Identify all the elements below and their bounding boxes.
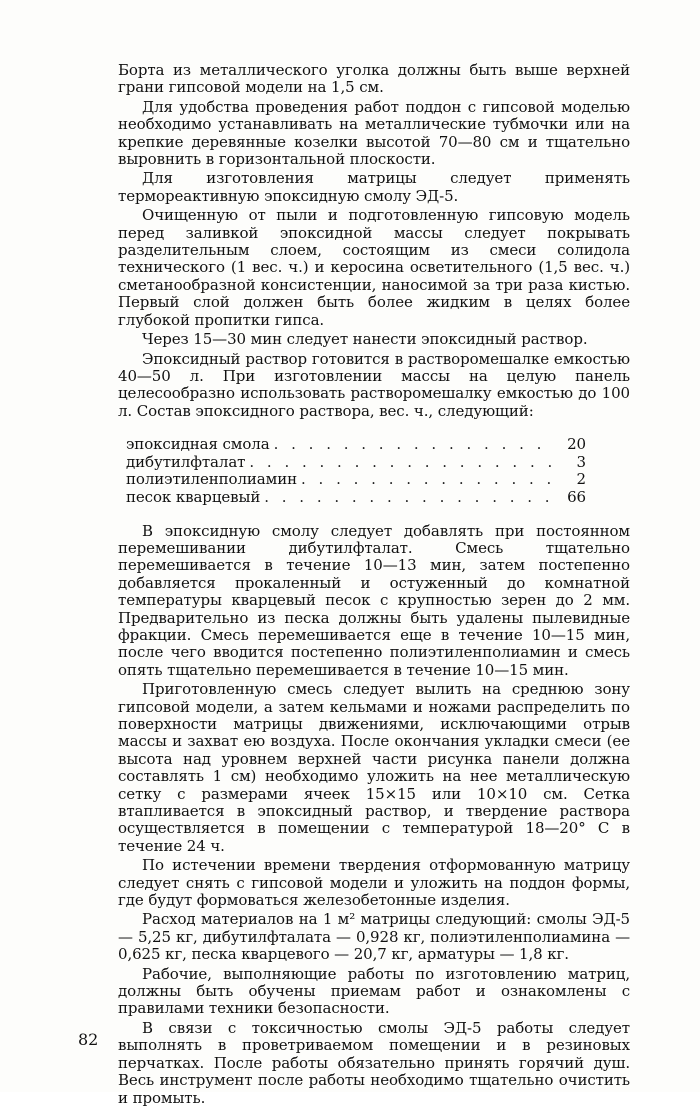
composition-row <box>126 471 586 489</box>
paragraph: Расход материалов на 1 м² матрицы следующий: смолы ЭД-5 — 5,25 кг, дибутилфталата — 0,928 кг, полиэтиленполиамина — 0,625 кг, песка кварцевого — 20,7 кг, арматуры — 1,8 кг. <box>118 910 630 964</box>
component-value: 20 <box>567 436 586 454</box>
paragraph: В эпоксидную смолу следует добавлять при постоянном перемешивании дибутилфталат. Смесь тщательно перемешивается в течение 10—13 мин, затем постепенно добавляется прокаленный и остуженный до комнатной температуры кварцевый песок с крупностью зерен до 2 мм. Предварительно из песка должны быть удалены пылевидные фракции. Смесь перемешивается еще в течение 10—15 мин, после чего вводится постепенно полиэтиленполиамин и смесь опять тщательно перемешивается в течение 10—15 мин. <box>118 521 630 679</box>
paragraph: Эпоксидный раствор готовится в растворомешалке емкостью 40—50 л. При изготовлении массы на целую панель целесообразно использовать растворомешалку емкостью до 100 л. Состав эпоксидного раствора, вес. ч., следующий: <box>118 349 630 420</box>
page-number: 82 <box>78 1030 99 1049</box>
dot-leader <box>264 489 554 506</box>
paragraph: Для удобства проведения работ поддон с гипсовой моделью необходимо устанавливать на металлические тубмочки или на крепкие деревянные козелки высотой 70—80 см и тщательно выровнить в горизонтальной плоскости. <box>118 97 630 169</box>
paragraph: Через 15—30 мин следует нанести эпоксидный раствор. <box>142 330 588 349</box>
component-value: 3 <box>576 453 586 471</box>
paragraph: Приготовленную смесь следует вылить на среднюю зону гипсовой модели, а затем кельмами и ножами распределить по поверхности матрицы движениями, исключающими отрыв массы и захват ею воздуха. После окончания укладки смеси (ее высота над уровнем верхней части рисунка панели должна составлять 1 см) необходимо уложить на нее металлическую сетку с размерами ячеек 15×15 или 10×10 см. Сетка втапливается в эпоксидный раствор, и твердение раствора осуществляется в помещении с температурой 18—20° С в течение 24 ч. <box>118 680 630 855</box>
composition-row <box>126 436 586 454</box>
paragraph: По истечении времени твердения отформованную матрицу следует снять с гипсовой модели и уложить на поддон формы, где будут формоваться железобетонные изделия. <box>118 856 630 910</box>
composition-row <box>126 454 586 472</box>
component-name: полиэтиленполиамин <box>126 471 298 489</box>
paragraph: Для изготовления матрицы следует применять термореактивную эпоксидную смолу ЭД-5. <box>118 169 630 205</box>
component-name: дибутилфталат <box>126 453 246 471</box>
component-name: песок кварцевый <box>126 488 261 506</box>
page-body <box>118 62 630 1109</box>
component-value: 2 <box>576 471 586 489</box>
component-name: эпоксидная смола <box>126 436 270 454</box>
composition-row <box>126 489 586 507</box>
dot-leader <box>274 436 554 453</box>
paragraph: Очищенную от пыли и подготовленную гипсовую модель перед заливкой эпоксидной массы следует покрывать разделительным слоем, состоящим из смеси солидола технического (1 вес. ч.) и керосина осветительного (1,5 вес. ч.) сметанообразной консистенции, наносимой за три раза кистью. Первый слой должен быть более жидким в целях более глубокой пропитки гипса. <box>118 206 630 329</box>
composition-list <box>126 436 586 506</box>
dot-leader <box>249 454 554 471</box>
component-value: 66 <box>567 488 586 506</box>
dot-leader <box>301 471 554 488</box>
paragraph: Рабочие, выполняющие работы по изготовлению матриц, должны быть обучены приемам работ и ознакомлены с правилами техники безопасности. <box>118 964 630 1018</box>
paragraph: В связи с токсичностью смолы ЭД-5 работы следует выполнять в проветриваемом помещении и в резиновых перчатках. После работы обязательно принять горячий душ. Весь инструмент после работы необходимо тщательно очистить и промыть. <box>118 1018 630 1107</box>
paragraph: Борта из металлического уголка должны быть выше верхней грани гипсовой модели на 1,5 см. <box>118 61 630 97</box>
